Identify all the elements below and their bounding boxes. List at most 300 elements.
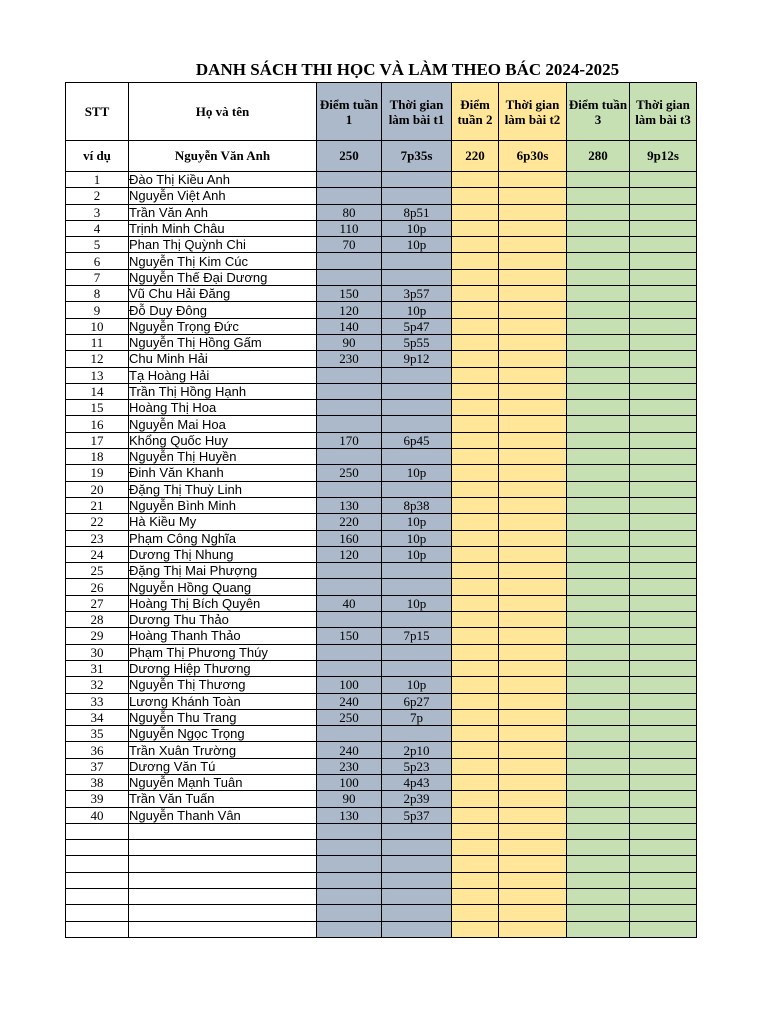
row-score-week2-cell[interactable] [452,530,499,546]
row-time-week1-cell[interactable] [382,188,452,204]
row-time-week1-cell[interactable] [382,416,452,432]
row-time-week1-cell[interactable] [382,481,452,497]
row-time-week3-cell[interactable] [630,481,697,497]
row-score-week2-cell[interactable] [452,318,499,334]
row-name-cell[interactable]: Tạ Hoàng Hải [129,367,317,383]
row-time-week3-cell[interactable] [630,709,697,725]
row-time-week3-cell[interactable] [630,644,697,660]
row-score-week3-cell[interactable] [567,481,630,497]
row-stt-cell[interactable]: 24 [66,546,129,562]
row-time-week3-cell[interactable] [630,302,697,318]
header-time-week3[interactable]: Thời gian làm bài t3 [630,83,697,141]
row-score-week3-cell[interactable] [567,889,630,905]
row-time-week2-cell[interactable] [499,383,567,399]
row-time-week1-cell[interactable] [382,400,452,416]
row-score-week1-cell[interactable] [317,823,382,839]
row-time-week3-cell[interactable] [630,432,697,448]
row-time-week3-cell[interactable] [630,840,697,856]
row-score-week2-cell[interactable] [452,921,499,937]
row-score-week3-cell[interactable] [567,579,630,595]
row-score-week3-cell[interactable] [567,791,630,807]
row-time-week3-cell[interactable] [630,579,697,595]
row-time-week1-cell[interactable]: 9p12 [382,351,452,367]
row-name-cell[interactable]: Khổng Quốc Huy [129,432,317,448]
row-time-week2-cell[interactable] [499,563,567,579]
row-score-week2-cell[interactable] [452,269,499,285]
row-time-week2-cell[interactable] [499,172,567,188]
row-name-cell[interactable]: Đào Thị Kiều Anh [129,172,317,188]
row-score-week1-cell[interactable] [317,726,382,742]
row-score-week3-cell[interactable] [567,595,630,611]
row-time-week3-cell[interactable] [630,530,697,546]
row-time-week3-cell[interactable] [630,220,697,236]
row-score-week1-cell[interactable] [317,449,382,465]
row-stt-cell[interactable] [66,889,129,905]
row-score-week2-cell[interactable] [452,497,499,513]
row-score-week2-cell[interactable] [452,416,499,432]
row-stt-cell[interactable]: 29 [66,628,129,644]
row-time-week1-cell[interactable]: 10p [382,546,452,562]
row-score-week2-cell[interactable] [452,872,499,888]
row-time-week3-cell[interactable] [630,416,697,432]
row-score-week2-cell[interactable] [452,579,499,595]
row-score-week2-cell[interactable] [452,237,499,253]
row-time-week1-cell[interactable]: 10p [382,237,452,253]
row-score-week3-cell[interactable] [567,660,630,676]
row-score-week2-cell[interactable] [452,856,499,872]
row-time-week1-cell[interactable] [382,921,452,937]
row-score-week2-cell[interactable] [452,400,499,416]
row-stt-cell[interactable]: 32 [66,677,129,693]
row-score-week3-cell[interactable] [567,758,630,774]
row-score-week1-cell[interactable]: 250 [317,465,382,481]
row-name-cell[interactable] [129,921,317,937]
row-time-week2-cell[interactable] [499,660,567,676]
row-time-week1-cell[interactable] [382,367,452,383]
row-score-week1-cell[interactable] [317,856,382,872]
row-score-week1-cell[interactable]: 40 [317,595,382,611]
row-score-week3-cell[interactable] [567,269,630,285]
row-score-week3-cell[interactable] [567,872,630,888]
row-score-week1-cell[interactable] [317,840,382,856]
row-name-cell[interactable]: Nguyễn Trọng Đức [129,318,317,334]
row-score-week3-cell[interactable] [567,302,630,318]
row-score-week2-cell[interactable] [452,612,499,628]
row-score-week2-cell[interactable] [452,253,499,269]
row-time-week3-cell[interactable] [630,612,697,628]
row-time-week2-cell[interactable] [499,791,567,807]
row-score-week2-cell[interactable] [452,774,499,790]
row-score-week3-cell[interactable] [567,563,630,579]
row-time-week2-cell[interactable] [499,774,567,790]
header-time-week2[interactable]: Thời gian làm bài t2 [499,83,567,141]
row-stt-cell[interactable]: 33 [66,693,129,709]
row-score-week1-cell[interactable]: 80 [317,204,382,220]
row-score-week3-cell[interactable] [567,220,630,236]
row-score-week2-cell[interactable] [452,351,499,367]
row-score-week1-cell[interactable]: 240 [317,693,382,709]
row-time-week2-cell[interactable] [499,595,567,611]
row-score-week3-cell[interactable] [567,497,630,513]
row-stt-cell[interactable]: 9 [66,302,129,318]
row-score-week1-cell[interactable]: 120 [317,546,382,562]
row-time-week3-cell[interactable] [630,253,697,269]
row-name-cell[interactable] [129,823,317,839]
row-score-week1-cell[interactable] [317,172,382,188]
row-score-week2-cell[interactable] [452,807,499,823]
row-score-week3-cell[interactable] [567,530,630,546]
row-score-week1-cell[interactable]: 120 [317,302,382,318]
row-name-cell[interactable]: Hoàng Thị Bích Quyên [129,595,317,611]
row-time-week2-cell[interactable] [499,677,567,693]
row-time-week3-cell[interactable] [630,889,697,905]
row-stt-cell[interactable]: 19 [66,465,129,481]
row-score-week3-cell[interactable] [567,840,630,856]
row-stt-cell[interactable]: 27 [66,595,129,611]
row-time-week2-cell[interactable] [499,889,567,905]
row-time-week2-cell[interactable] [499,237,567,253]
row-time-week1-cell[interactable]: 10p [382,530,452,546]
row-time-week2-cell[interactable] [499,253,567,269]
row-score-week1-cell[interactable] [317,188,382,204]
row-time-week3-cell[interactable] [630,367,697,383]
row-score-week3-cell[interactable] [567,253,630,269]
example-name[interactable]: Nguyễn Văn Anh [129,141,317,172]
row-score-week3-cell[interactable] [567,742,630,758]
row-name-cell[interactable]: Dương Thị Nhung [129,546,317,562]
example-stt[interactable]: ví dụ [66,141,129,172]
row-stt-cell[interactable]: 1 [66,172,129,188]
row-time-week1-cell[interactable]: 5p37 [382,807,452,823]
row-score-week3-cell[interactable] [567,726,630,742]
row-time-week2-cell[interactable] [499,497,567,513]
row-name-cell[interactable]: Đặng Thị Mai Phượng [129,563,317,579]
row-time-week1-cell[interactable]: 5p23 [382,758,452,774]
row-name-cell[interactable]: Dương Thu Thảo [129,612,317,628]
row-time-week1-cell[interactable]: 7p [382,709,452,725]
row-score-week1-cell[interactable]: 90 [317,334,382,350]
row-stt-cell[interactable]: 10 [66,318,129,334]
row-score-week1-cell[interactable] [317,563,382,579]
row-stt-cell[interactable] [66,840,129,856]
row-stt-cell[interactable]: 3 [66,204,129,220]
row-time-week2-cell[interactable] [499,269,567,285]
row-name-cell[interactable]: Nguyễn Thanh Vân [129,807,317,823]
row-time-week2-cell[interactable] [499,481,567,497]
row-time-week1-cell[interactable]: 10p [382,302,452,318]
row-stt-cell[interactable] [66,872,129,888]
row-time-week2-cell[interactable] [499,644,567,660]
row-score-week2-cell[interactable] [452,204,499,220]
row-time-week1-cell[interactable]: 7p15 [382,628,452,644]
example-time-week3[interactable]: 9p12s [630,141,697,172]
row-score-week2-cell[interactable] [452,905,499,921]
row-name-cell[interactable]: Nguyễn Mai Hoa [129,416,317,432]
row-score-week1-cell[interactable]: 150 [317,628,382,644]
row-time-week3-cell[interactable] [630,807,697,823]
row-score-week3-cell[interactable] [567,774,630,790]
row-score-week2-cell[interactable] [452,546,499,562]
row-time-week1-cell[interactable] [382,660,452,676]
row-name-cell[interactable]: Phan Thị Quỳnh Chi [129,237,317,253]
example-score-week1[interactable]: 250 [317,141,382,172]
row-score-week3-cell[interactable] [567,905,630,921]
row-time-week3-cell[interactable] [630,758,697,774]
header-score-week3[interactable]: Điểm tuần 3 [567,83,630,141]
row-time-week3-cell[interactable] [630,726,697,742]
row-score-week2-cell[interactable] [452,563,499,579]
row-time-week2-cell[interactable] [499,351,567,367]
row-score-week1-cell[interactable]: 110 [317,220,382,236]
row-score-week2-cell[interactable] [452,514,499,530]
row-time-week3-cell[interactable] [630,774,697,790]
row-time-week3-cell[interactable] [630,318,697,334]
row-time-week1-cell[interactable] [382,872,452,888]
row-name-cell[interactable]: Vũ Chu Hải Đăng [129,286,317,302]
row-score-week3-cell[interactable] [567,546,630,562]
row-score-week2-cell[interactable] [452,742,499,758]
row-time-week3-cell[interactable] [630,595,697,611]
row-score-week3-cell[interactable] [567,432,630,448]
row-time-week3-cell[interactable] [630,204,697,220]
row-time-week2-cell[interactable] [499,546,567,562]
row-score-week1-cell[interactable] [317,921,382,937]
row-stt-cell[interactable]: 37 [66,758,129,774]
row-time-week1-cell[interactable] [382,856,452,872]
row-score-week2-cell[interactable] [452,840,499,856]
row-score-week3-cell[interactable] [567,286,630,302]
row-score-week2-cell[interactable] [452,465,499,481]
row-score-week1-cell[interactable] [317,367,382,383]
row-name-cell[interactable]: Nguyễn Bình Minh [129,497,317,513]
row-score-week2-cell[interactable] [452,449,499,465]
row-time-week3-cell[interactable] [630,400,697,416]
row-time-week3-cell[interactable] [630,351,697,367]
row-time-week3-cell[interactable] [630,465,697,481]
row-time-week1-cell[interactable]: 6p27 [382,693,452,709]
row-time-week2-cell[interactable] [499,823,567,839]
row-stt-cell[interactable]: 21 [66,497,129,513]
row-name-cell[interactable]: Đinh Văn Khanh [129,465,317,481]
row-score-week1-cell[interactable]: 150 [317,286,382,302]
row-time-week1-cell[interactable]: 10p [382,465,452,481]
row-time-week2-cell[interactable] [499,628,567,644]
row-score-week2-cell[interactable] [452,644,499,660]
row-name-cell[interactable]: Nguyễn Thu Trang [129,709,317,725]
row-time-week3-cell[interactable] [630,497,697,513]
row-name-cell[interactable]: Nguyễn Hồng Quang [129,579,317,595]
header-score-week2[interactable]: Điểm tuần 2 [452,83,499,141]
row-score-week1-cell[interactable]: 170 [317,432,382,448]
row-name-cell[interactable]: Trần Văn Anh [129,204,317,220]
row-name-cell[interactable]: Nguyễn Ngọc Trọng [129,726,317,742]
row-name-cell[interactable]: Đặng Thị Thuỳ Linh [129,481,317,497]
header-time-week1[interactable]: Thời gian làm bài t1 [382,83,452,141]
row-score-week2-cell[interactable] [452,823,499,839]
row-time-week1-cell[interactable] [382,644,452,660]
row-stt-cell[interactable]: 2 [66,188,129,204]
row-score-week1-cell[interactable]: 130 [317,807,382,823]
row-score-week3-cell[interactable] [567,612,630,628]
row-time-week3-cell[interactable] [630,628,697,644]
row-score-week1-cell[interactable] [317,905,382,921]
row-time-week3-cell[interactable] [630,334,697,350]
row-name-cell[interactable]: Đỗ Duy Đông [129,302,317,318]
row-score-week2-cell[interactable] [452,889,499,905]
row-time-week3-cell[interactable] [630,449,697,465]
row-score-week2-cell[interactable] [452,302,499,318]
row-time-week2-cell[interactable] [499,530,567,546]
row-time-week2-cell[interactable] [499,188,567,204]
row-time-week2-cell[interactable] [499,840,567,856]
row-time-week1-cell[interactable]: 5p55 [382,334,452,350]
row-score-week2-cell[interactable] [452,726,499,742]
row-name-cell[interactable]: Phạm Thị Phương Thúy [129,644,317,660]
row-name-cell[interactable]: Trần Thị Hồng Hạnh [129,383,317,399]
row-score-week1-cell[interactable] [317,253,382,269]
row-score-week3-cell[interactable] [567,709,630,725]
row-score-week1-cell[interactable] [317,644,382,660]
row-score-week1-cell[interactable]: 140 [317,318,382,334]
row-time-week1-cell[interactable] [382,840,452,856]
row-stt-cell[interactable]: 6 [66,253,129,269]
row-name-cell[interactable]: Nguyễn Thị Hồng Gấm [129,334,317,350]
row-time-week1-cell[interactable]: 2p39 [382,791,452,807]
row-stt-cell[interactable]: 34 [66,709,129,725]
row-time-week2-cell[interactable] [499,302,567,318]
row-score-week3-cell[interactable] [567,416,630,432]
row-time-week2-cell[interactable] [499,432,567,448]
row-stt-cell[interactable]: 15 [66,400,129,416]
example-time-week2[interactable]: 6p30s [499,141,567,172]
row-score-week3-cell[interactable] [567,204,630,220]
row-time-week1-cell[interactable]: 5p47 [382,318,452,334]
row-stt-cell[interactable] [66,921,129,937]
row-stt-cell[interactable]: 5 [66,237,129,253]
row-time-week1-cell[interactable] [382,726,452,742]
row-name-cell[interactable]: Chu Minh Hải [129,351,317,367]
row-score-week1-cell[interactable] [317,612,382,628]
row-time-week2-cell[interactable] [499,921,567,937]
row-time-week1-cell[interactable] [382,253,452,269]
row-time-week1-cell[interactable]: 10p [382,677,452,693]
row-stt-cell[interactable]: 18 [66,449,129,465]
row-name-cell[interactable]: Hà Kiều My [129,514,317,530]
row-name-cell[interactable]: Hoàng Thị Hoa [129,400,317,416]
row-score-week2-cell[interactable] [452,432,499,448]
row-score-week3-cell[interactable] [567,383,630,399]
row-score-week2-cell[interactable] [452,595,499,611]
row-stt-cell[interactable]: 12 [66,351,129,367]
row-score-week3-cell[interactable] [567,334,630,350]
row-stt-cell[interactable]: 20 [66,481,129,497]
row-score-week1-cell[interactable]: 160 [317,530,382,546]
row-score-week2-cell[interactable] [452,628,499,644]
row-stt-cell[interactable]: 26 [66,579,129,595]
row-score-week1-cell[interactable] [317,660,382,676]
row-score-week2-cell[interactable] [452,693,499,709]
row-score-week2-cell[interactable] [452,334,499,350]
row-score-week2-cell[interactable] [452,188,499,204]
row-name-cell[interactable]: Hoàng Thanh Thảo [129,628,317,644]
row-score-week3-cell[interactable] [567,807,630,823]
row-stt-cell[interactable]: 23 [66,530,129,546]
row-score-week1-cell[interactable]: 250 [317,709,382,725]
example-score-week3[interactable]: 280 [567,141,630,172]
row-stt-cell[interactable]: 36 [66,742,129,758]
row-time-week1-cell[interactable] [382,449,452,465]
row-score-week3-cell[interactable] [567,237,630,253]
row-stt-cell[interactable]: 30 [66,644,129,660]
row-score-week2-cell[interactable] [452,709,499,725]
row-time-week2-cell[interactable] [499,872,567,888]
row-name-cell[interactable]: Trịnh Minh Châu [129,220,317,236]
row-time-week1-cell[interactable]: 8p38 [382,497,452,513]
row-name-cell[interactable]: Nguyễn Thị Thương [129,677,317,693]
row-score-week2-cell[interactable] [452,758,499,774]
row-stt-cell[interactable]: 38 [66,774,129,790]
header-stt[interactable]: STT [66,83,129,141]
row-score-week1-cell[interactable]: 90 [317,791,382,807]
row-time-week1-cell[interactable]: 3p57 [382,286,452,302]
row-stt-cell[interactable]: 14 [66,383,129,399]
row-time-week1-cell[interactable]: 4p43 [382,774,452,790]
row-time-week2-cell[interactable] [499,400,567,416]
row-name-cell[interactable] [129,872,317,888]
row-score-week1-cell[interactable] [317,889,382,905]
row-time-week2-cell[interactable] [499,286,567,302]
row-time-week3-cell[interactable] [630,237,697,253]
row-time-week2-cell[interactable] [499,204,567,220]
example-score-week2[interactable]: 220 [452,141,499,172]
row-score-week1-cell[interactable] [317,400,382,416]
row-time-week1-cell[interactable]: 10p [382,595,452,611]
row-time-week1-cell[interactable] [382,889,452,905]
row-score-week2-cell[interactable] [452,791,499,807]
row-name-cell[interactable]: Nguyễn Việt Anh [129,188,317,204]
row-time-week2-cell[interactable] [499,449,567,465]
row-score-week2-cell[interactable] [452,286,499,302]
row-stt-cell[interactable]: 8 [66,286,129,302]
row-score-week3-cell[interactable] [567,449,630,465]
row-name-cell[interactable] [129,905,317,921]
row-name-cell[interactable]: Nguyễn Mạnh Tuân [129,774,317,790]
row-time-week3-cell[interactable] [630,383,697,399]
row-name-cell[interactable]: Trần Văn Tuấn [129,791,317,807]
row-score-week1-cell[interactable] [317,269,382,285]
row-score-week1-cell[interactable] [317,872,382,888]
row-time-week2-cell[interactable] [499,612,567,628]
example-time-week1[interactable]: 7p35s [382,141,452,172]
row-time-week3-cell[interactable] [630,546,697,562]
row-time-week3-cell[interactable] [630,791,697,807]
row-time-week1-cell[interactable]: 10p [382,220,452,236]
row-time-week3-cell[interactable] [630,693,697,709]
row-time-week2-cell[interactable] [499,856,567,872]
row-time-week1-cell[interactable]: 8p51 [382,204,452,220]
row-score-week1-cell[interactable] [317,383,382,399]
row-name-cell[interactable]: Lương Khánh Toàn [129,693,317,709]
row-stt-cell[interactable]: 39 [66,791,129,807]
row-stt-cell[interactable] [66,905,129,921]
row-time-week1-cell[interactable]: 10p [382,514,452,530]
row-name-cell[interactable] [129,840,317,856]
row-time-week1-cell[interactable] [382,172,452,188]
row-time-week2-cell[interactable] [499,416,567,432]
row-time-week2-cell[interactable] [499,318,567,334]
row-score-week3-cell[interactable] [567,823,630,839]
row-score-week2-cell[interactable] [452,677,499,693]
